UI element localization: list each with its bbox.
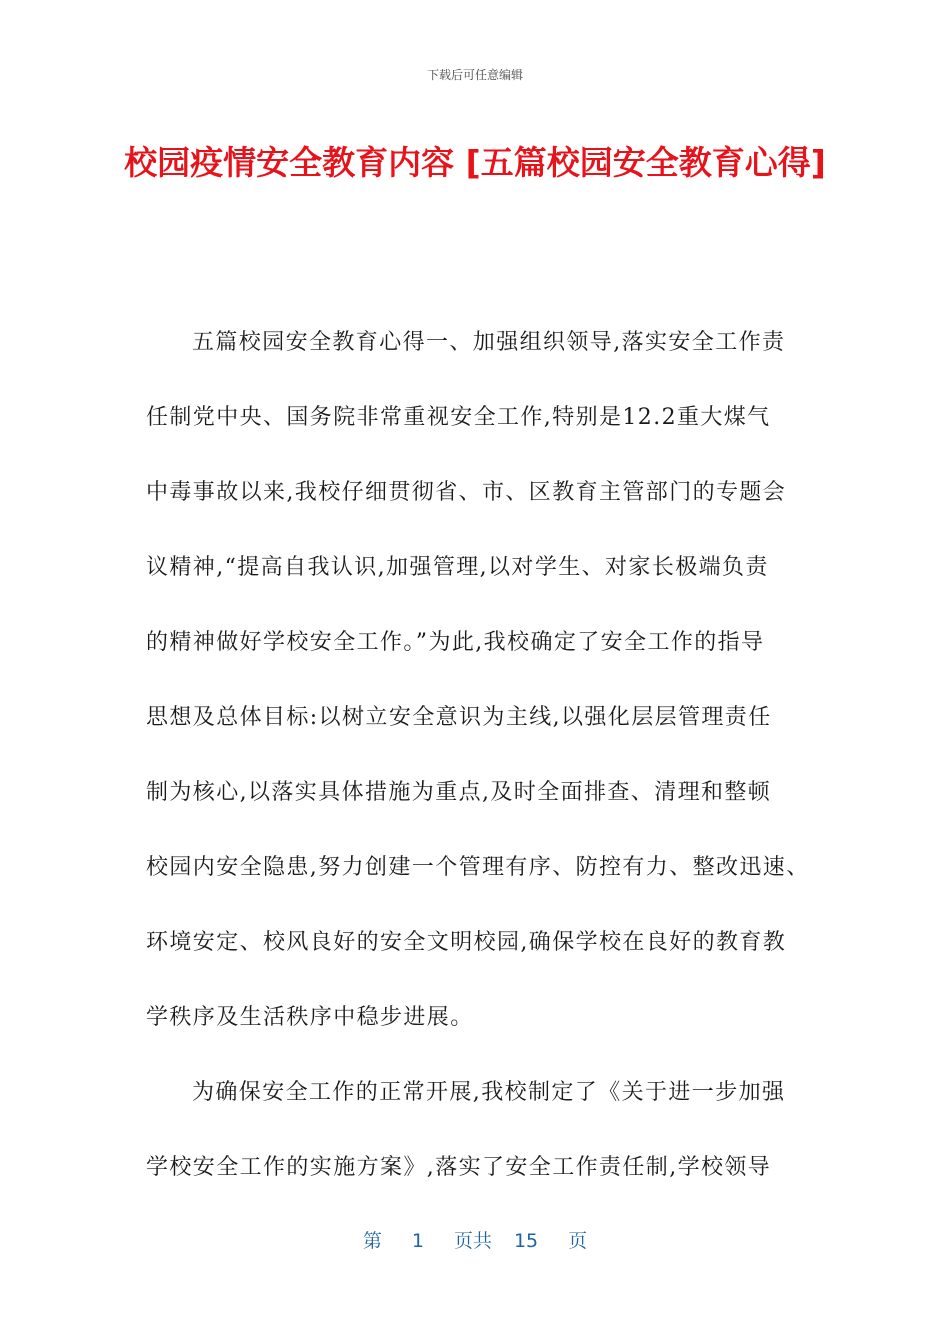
- document-title: 校园疫情安全教育内容 [五篇校园安全教育心得]: [124, 143, 826, 182]
- body-line: 学校安全工作的实施方案》,落实了安全工作责任制,学校领导: [146, 1155, 772, 1180]
- body-line: 为确保安全工作的正常开展,我校制定了《关于进一步加强: [192, 1080, 786, 1105]
- total-pages-number: 15: [513, 1230, 539, 1252]
- footer-prefix: 第: [362, 1230, 382, 1252]
- body-line: 议精神,“提高自我认识,加强管理,以对学生、对家长极端负责: [146, 555, 769, 580]
- body-line: 校园内安全隐患,努力创建一个管理有序、防控有力、整改迅速、: [146, 855, 810, 880]
- body-line: 环境安定、校风良好的安全文明校园,确保学校在良好的教育教: [146, 930, 787, 955]
- body-line: 思想及总体目标:以树立安全意识为主线,以强化层层管理责任: [146, 705, 772, 730]
- body-line: 制为核心,以落实具体措施为重点,及时全面排查、清理和整顿: [146, 780, 772, 805]
- footer-middle: 页共: [453, 1230, 492, 1252]
- body-line: 中毒事故以来,我校仔细贯彻省、市、区教育主管部门的专题会: [146, 480, 787, 505]
- body-line: 五篇校园安全教育心得一、加强组织领导,落实安全工作责: [192, 330, 786, 355]
- body-line: 的精神做好学校安全工作。”为此,我校确定了安全工作的指导: [146, 630, 765, 655]
- document-body: [146, 312, 826, 1212]
- footer-suffix: 页: [568, 1230, 588, 1252]
- body-line: 任制党中央、国务院非常重视安全工作,特别是12.2重大煤气: [146, 405, 771, 430]
- header-note: 下载后可任意编辑: [426, 68, 523, 82]
- body-line: 学秩序及生活秩序中稳步进展。: [146, 1005, 474, 1030]
- page-footer: [0, 1226, 950, 1253]
- current-page-number: 1: [411, 1230, 424, 1252]
